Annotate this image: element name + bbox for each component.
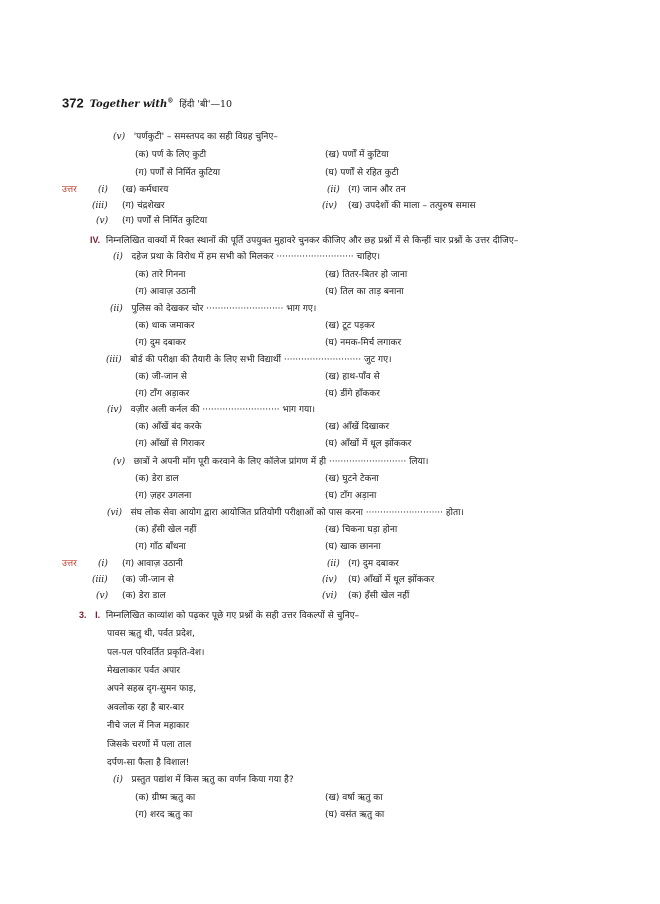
option: (क) हँसी खेल नहीं [135,525,197,535]
option: (क) धाक जमाकर [135,321,195,331]
question: (i) प्रस्तुत पद्यांश में किस ऋतु का वर्णन किया गया है? [113,775,294,785]
question-v: (v) 'पर्णकुटी' – समस्तपद का सही विग्रह चुनिए– [113,132,278,142]
option: (ग) गाँठ बाँधना [135,542,186,552]
question: (ii) पुलिस को देखकर चोर ··························· भाग गए। [110,304,317,314]
option: (ख) टूट पड़कर [325,321,375,331]
option: (ख) घुटने टेकना [325,474,379,484]
option: (ख) आँखें दिखाकर [325,422,390,432]
subject-title: हिंदी 'बी'—10 [179,99,233,111]
option: (घ) टाँग अड़ाना [325,491,377,501]
answer-row: उत्तर (i) (ख) कर्मधारय (ii) (ग) जान और तन [62,185,406,195]
answer-row: (iii) (ग) चंद्रशेखर (iv) (ख) उपदेशों की माला – तत्पुरुष समास [92,201,476,211]
poem-line: अवलोक रहा है बार-बार [107,703,184,713]
answer-row: (iii) (क) जी-जान से (iv) (घ) आँखों में धूल झोंककर [92,575,435,585]
section-3-instruction: 3. I. निम्नलिखित काव्यांश को पढ़कर पूछे गए प्रश्नों के सही उत्तर विकल्पों से चुनिए– [79,610,360,621]
section-iv-instruction: IV. निम्नलिखित वाक्यों में रिक्त स्थानों की पूर्ति उपयुक्त मुहावरे चुनकर कीजिए और छह प्रश्नों में से किन्हीं चार प्रश्नों के उत्तर दीजिए– [90,235,519,246]
option: (घ) वसंत ऋतु का [325,810,385,820]
poem-line: पल-पल परिवर्तित प्रकृति-वेश। [107,648,205,658]
question: (iv) वज़ीर अली कर्नल की ··························· भाग गया। [107,405,316,415]
option: (ग) टाँग अड़ाकर [135,389,190,399]
option: (क) ग्रीष्म ऋतु का [135,793,196,803]
option: (क) डेरा डाल [135,474,179,484]
page-number: 372 [62,95,84,111]
option-g: (ग) पर्णों से निर्मित कुटिया [135,168,221,178]
answer-row: (v) (ग) पर्णों से निर्मित कुटिया [96,216,208,226]
answer-label: उत्तर [62,185,77,195]
answer-label: उत्तर [62,559,77,569]
question: (iii) बोर्ड की परीक्षा की तैयारी के लिए सभी विद्यार्थी ··························· जुट गए। [106,355,392,365]
poem-line: नीचे जल में निज महाकार [107,721,190,731]
option-gh: (घ) पर्णों से रहित कुटी [325,168,399,178]
registered-mark: ® [167,98,174,105]
option-k: (क) पर्ण के लिए कुटी [135,150,207,160]
poem-line: मेखलाकार पर्वत अपार [107,666,181,676]
poem-line: दर्पण-सा फैला है विशाल! [107,758,190,768]
poem-line: अपने सहस्र दृग-सुमन फाड़, [107,684,197,694]
option: (ग) आँखों से गिराकर [135,439,205,449]
option: (घ) तिल का ताड़ बनाना [325,287,404,297]
option-kh: (ख) पर्णों में कुटिया [325,150,389,160]
option: (घ) आँखों में धूल झोंककर [325,439,412,449]
question: (vi) संघ लोक सेवा आयोग द्वारा आयोजित प्रतियोगी परीक्षाओं को पास करना ··························· होता। [107,508,464,518]
option: (घ) डींगे हाँककर [325,389,380,399]
option: (ख) हाथ-पाँव से [325,372,380,382]
option: (क) जी-जान से [135,372,188,382]
option: (ग) ज़हर उगलना [135,491,192,501]
poem-line: पावस ऋतु थी, पर्वत प्रदेश, [107,629,195,639]
option: (घ) खाक छानना [325,542,381,552]
answer-row: (v) (क) डेरा डाल (vi) (क) हँसी खेल नहीं [96,591,410,601]
option: (ग) दुम दबाकर [135,338,186,348]
option: (क) तारे गिनना [135,270,186,280]
answer-row: उत्तर (i) (ग) आवाज़ उठानी (ii) (ग) दुम दबाकर [62,559,399,569]
question: (i) दहेज प्रथा के विरोध में हम सभी को मिलकर ··························· चाहिए। [113,252,381,262]
option: (ग) शरद ऋतु का [135,810,193,820]
option: (क) आँखें बंद करके [135,422,202,432]
brand-name: Together with® [89,98,174,111]
option: (ख) वर्षा ऋतु का [325,793,383,803]
question: (v) छात्रों ने अपनी माँग पूरी करवाने के लिए कॉलेज प्रांगण में ही ··························· लिया। [113,457,429,467]
page-header [62,92,232,112]
option: (ख) तितर-बितर हो जाना [325,270,408,280]
poem-line: जिसके चरणों में पला ताल [107,740,192,750]
option: (घ) नमक-मिर्च लगाकर [325,338,402,348]
option: (ग) आवाज़ उठानी [135,287,196,297]
option: (ख) चिकना घड़ा होना [325,525,398,535]
